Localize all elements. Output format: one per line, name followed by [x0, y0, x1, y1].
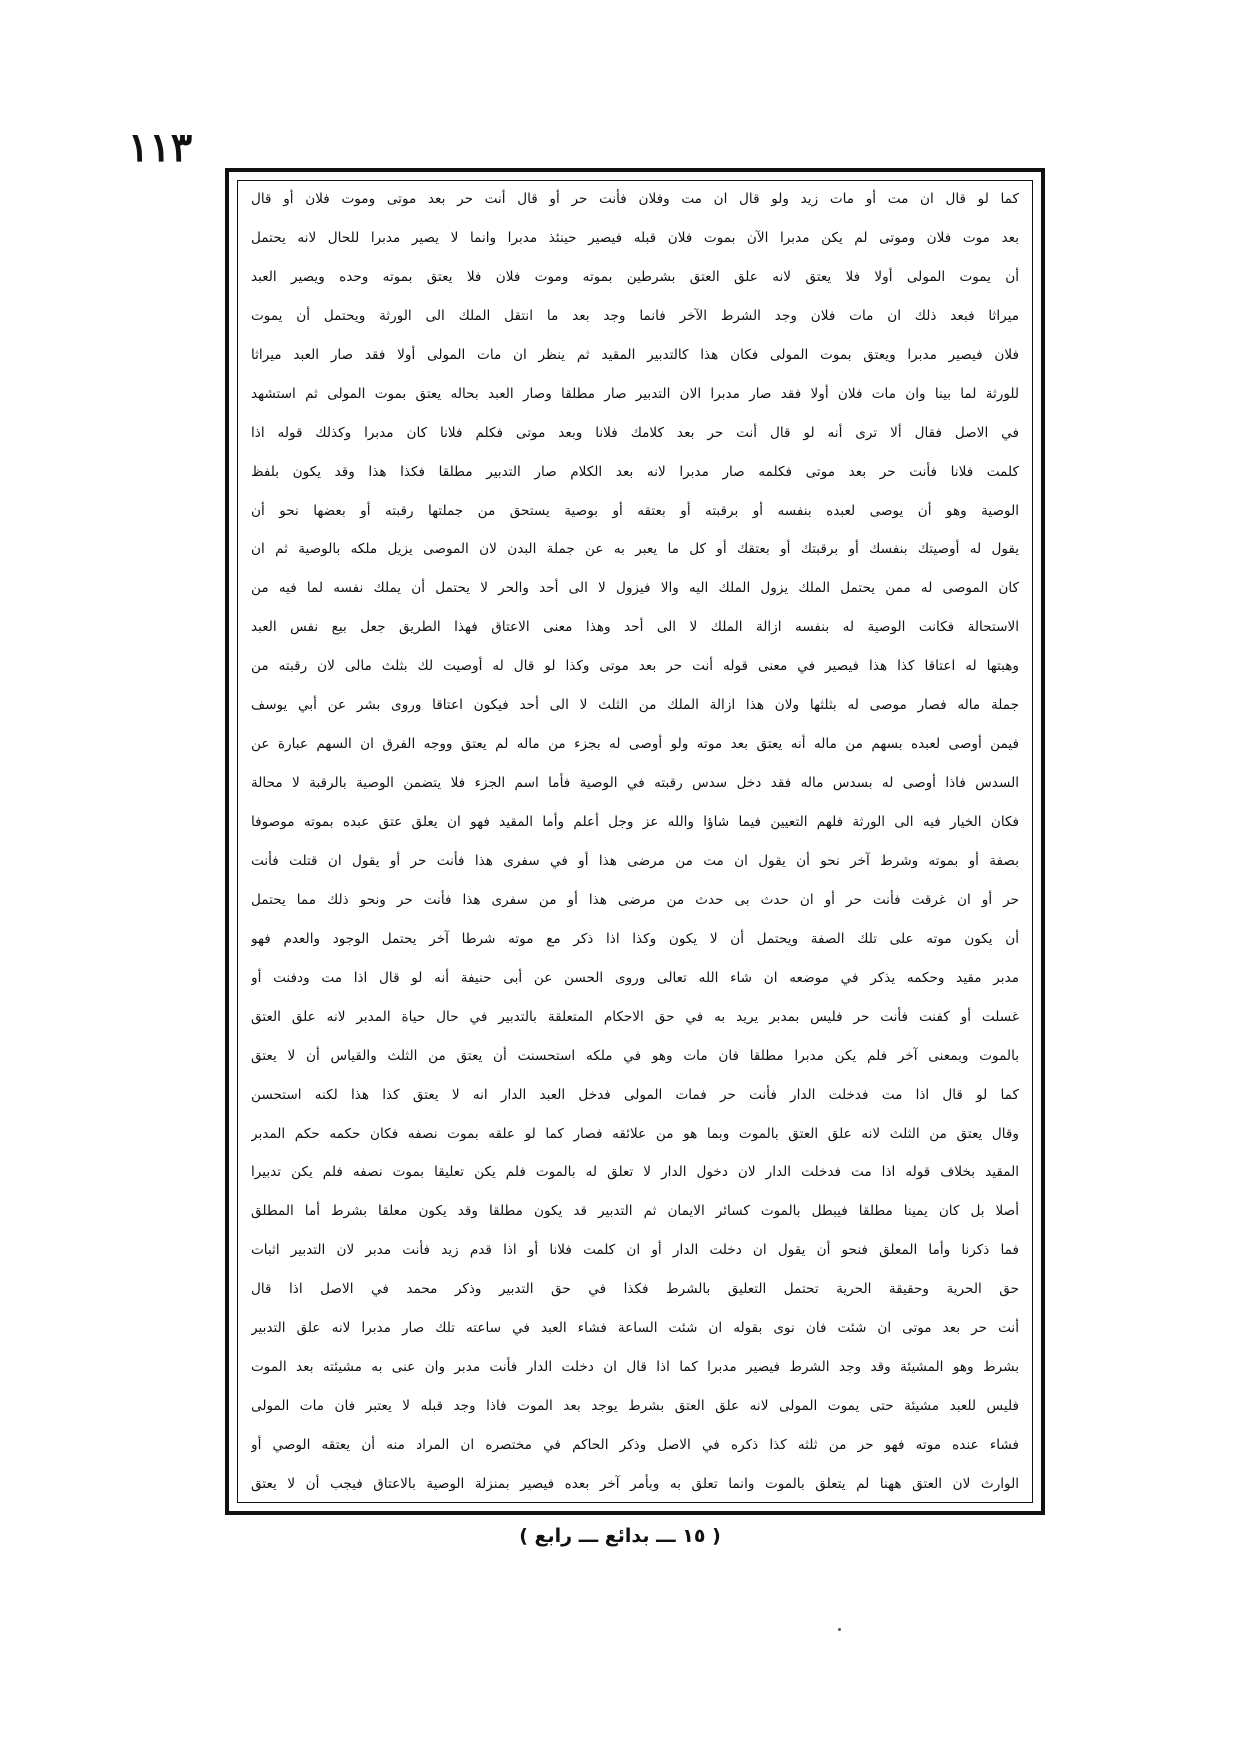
text-line: في الاصل فقال ألا ترى أنه لو قال أنت حر بعد كلامك فلانا وبعد موتى فكلم فلانا كان مدبرا وكذلك قوله اذا	[251, 424, 1019, 441]
text-line: بعد موت فلان وموتى لم يكن مدبرا الآن بموت فلان قبله فيصير حينئذ مدبرا وانما لا يصير مدبرا للحال لانه يحتمل	[251, 229, 1019, 246]
text-line: للورثة لما بينا وان مات فلان أولا فقد صار مدبرا الان التدبير صار مطلقا وصار العبد بحاله يعتق بموت المولى ثم استشهد	[251, 385, 1019, 402]
text-line: أن يموت المولى أولا فلا يعتق لانه علق العتق بشرطين بموته وموت فلان فلا يعتق بموته وحده ويصير العبد	[251, 268, 1019, 285]
text-line: مدبر مقيد وحكمه يذكر في موضعه ان شاء الله تعالى وروى الحسن عن أبى حنيفة أنه لو قال اذا مت ودفنت أو	[251, 969, 1019, 986]
text-line: فكان الخيار فيه الى الورثة فلهم التعيين فيما شاؤا والله عز وجل أعلم وأما المقيد فهو ان يعلق عتق عبده بموته موصوفا	[251, 814, 1019, 830]
text-line: المقيد بخلاف قوله اذا مت فدخلت الدار لان دخول الدار لا تعلق له بالموت فلم يكن تعليقا بموت نصفه فلم يكن تدبيرا	[251, 1164, 1019, 1181]
text-line: حر أو ان غرقت فأنت حر أو ان حدث بى حدث من مرضى هذا أو من سفرى هذا فأنت حر ونحو ذلك مما يحتمل	[251, 891, 1019, 908]
footer-signature: ( ١٥ ـــ بدائع ـــ رابع )	[519, 1525, 721, 1547]
text-line: فشاء عنده موته فهو حر من ثلثه كذا ذكره في الاصل وذكر الحاكم في مختصره ان المراد منه أن يعتقه الوصي أو	[251, 1437, 1019, 1453]
text-line: الوصية وهو أن يوصى لعبده بنفسه أو برقبته أو بعتقه أو بوصية يستحق من جملتها رقبته أو بعضها نحو أن	[251, 502, 1019, 519]
print-speck	[838, 1628, 841, 1631]
text-line: كما لو قال ان مت أو مات زيد ولو قال ان مت وفلان فأنت حر أو قال أنت حر بعد موتى وموت فلان أو قال	[251, 191, 1019, 207]
text-line: بشرط وهو المشيئة وقد وجد الشرط فيصير مدبرا كما اذا قال ان دخلت الدار فأنت مدبر وان عنى به مشيئته بعد الموت	[251, 1359, 1019, 1376]
text-line: بصفة أو بموته وشرط آخر نحو أن يقول ان مت من مرضى هذا أو في سفرى هذا فأنت حر أو يقول ان قتلت فأنت	[251, 852, 1019, 869]
text-line: جملة ماله فصار موصى له بثلثها ولان هذا ازالة الملك من الثلث لا الى أحد فيكون اعتاقا وروى بشر عن أبي يوسف	[251, 697, 1019, 714]
text-line: فما ذكرنا وأما المعلق فنحو أن يقول ان دخلت الدار أو ان كلمت فلانا أو اذا قدم زيد فأنت مدبر لان التدبير اثبات	[251, 1242, 1019, 1259]
text-line: أنت حر بعد موتى ان شئت فان نوى بقوله ان شئت الساعة فشاء العبد في ساعته تلك صار مدبرا لانه علق التدبير	[251, 1320, 1019, 1337]
text-line: وقال يعتق من الثلث لانه علق العتق بالموت وبما هو من علائقه فصار كما لو علقه بموت نصفه فكان حكمه حكم المدبر	[251, 1125, 1019, 1142]
text-line: ميراثا فبعد ذلك ان مات فلان وجد الشرط الآخر فانما وجد بعد ما انتقل الملك الى الورثة ويحتمل أن يموت	[251, 307, 1019, 324]
text-line: بالموت وبمعنى آخر فلم يكن مدبرا مطلقا فان مات وهو في ملكه استحسنت أن يعتق من الثلث والقياس أن لا يعتق	[251, 1047, 1019, 1064]
text-line: الوارث لان العتق ههنا لم يتعلق بالموت وانما تعلق به وبأمر آخر بعده فيصير بمنزلة الوصية بالاعتاق فيجب أن لا يعتق	[251, 1475, 1019, 1492]
text-line: غسلت أو كفنت فأنت حر فليس بمدبر يريد به في حق الاحكام المتعلقة بالتدبير في حال حياة المدبر لانه علق العتق	[251, 1008, 1019, 1025]
text-line: كلمت فلانا فأنت حر بعد موتى فكلمه صار مدبرا لانه بعد الكلام صار التدبير مطلقا فكذا هذا وقد يكون بلفظ	[251, 463, 1019, 480]
text-line: فلان فيصير مدبرا ويعتق بموت المولى فكان هذا كالتدبير المقيد ثم ينظر ان مات المولى أولا فقد صار العبد ميراثا	[251, 346, 1019, 363]
text-line: أصلا بل كان يمينا مطلقا فيبطل بالموت كسائر الايمان ثم التدبير قد يكون مطلقا وقد يكون معلقا بشرط أما المطلق	[251, 1203, 1019, 1220]
body-text	[251, 188, 1019, 1495]
text-line: الاستحالة فكانت الوصية له بنفسه ازالة الملك لا الى أحد وهذا معنى الاعتاق فهذا الطريق جعل بيع نفس العبد	[251, 619, 1019, 636]
text-frame	[225, 168, 1045, 1515]
text-line: فليس للعبد مشيئة حتى يموت المولى لانه علق العتق بشرط يوجد بعد الموت فاذا وجد قبله لا يعتبر فان مات المولى	[251, 1398, 1019, 1415]
text-line: كما لو قال اذا مت فدخلت الدار فأنت حر فمات المولى فدخل العبد الدار انه لا يعتق كذا هذا لكنه استحسن	[251, 1086, 1019, 1103]
text-line: يقول له أوصيتك بنفسك أو برقبتك أو بعتقك أو كل ما يعبر به عن جملة البدن لان الموصى يزيل ملكه بالوصية ثم ان	[251, 541, 1019, 558]
text-line: أن يكون موته على تلك الصفة ويحتمل أن لا يكون وكذا اذا ذكر مع موته شرطا آخر يحتمل الوجود والعدم فهو	[251, 930, 1019, 947]
text-line: السدس فاذا أوصى له بسدس ماله فقد دخل سدس رقبته في الوصية فأما اسم الجزء فلا يتضمن الوصية بالرقبة لا محالة	[251, 775, 1019, 792]
text-line: وهبتها له اعتاقا كذا هذا فيصير في معنى قوله أنت حر بعد موتى وكذا لو قال له أوصيت لك بثلث مالى لان رقبته من	[251, 658, 1019, 675]
text-line: كان الموصى له ممن يحتمل الملك يزول الملك اليه والا فيزول لا الى أحد والحر لا يحتمل أن يملك نفسه لما فيه من	[251, 580, 1019, 597]
page-number: ١١٣	[127, 124, 193, 171]
text-line: حق الحرية وحقيقة الحرية تحتمل التعليق بالشرط فكذا في حق التدبير وذكر محمد في الاصل اذا قال	[251, 1281, 1019, 1298]
text-line: فيمن أوصى لعبده بسهم من ماله أنه يعتق بعد موته ولو أوصى له بجزء من ماله لم يعتق ووجه الفرق ان السهم عبارة عن	[251, 736, 1019, 753]
